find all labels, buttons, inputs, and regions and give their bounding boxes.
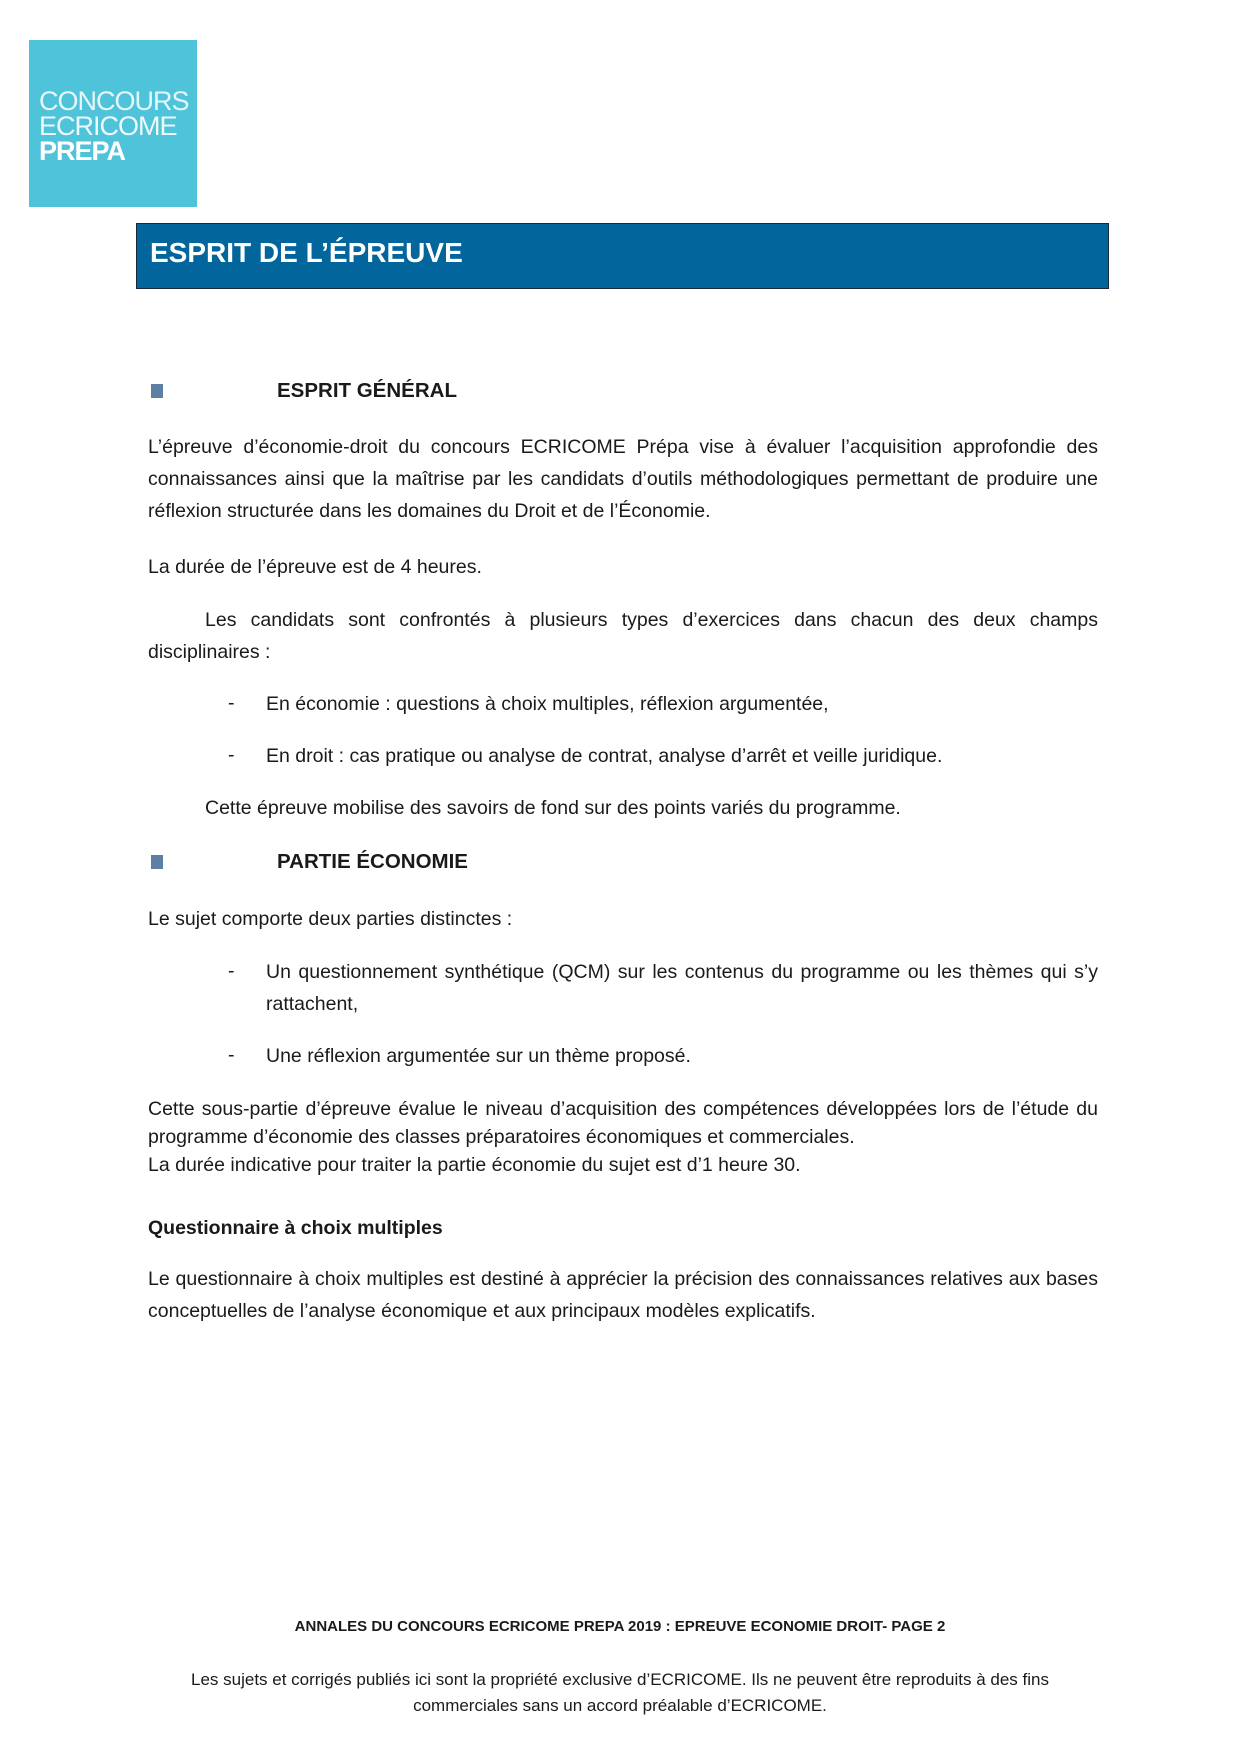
qcm-heading: Questionnaire à choix multiples bbox=[148, 1217, 443, 1239]
ecricome-logo bbox=[29, 40, 197, 207]
square-bullet-icon bbox=[151, 384, 163, 398]
list-dash: - bbox=[228, 960, 235, 982]
list-item: Un questionnement synthétique (QCM) sur les contenus du programme ou les thèmes qui s’y rattachent, bbox=[266, 961, 1098, 1015]
section-heading-esprit-general: ESPRIT GÉNÉRAL bbox=[277, 379, 457, 402]
paragraph-qcm: Le questionnaire à choix multiples est destiné à apprécier la précision des connaissances relatives aux bases conceptuelles de l’analyse économique et aux principaux modèles explicatifs. bbox=[148, 1268, 1098, 1322]
page-title: ESPRIT DE L’ÉPREUVE bbox=[150, 237, 463, 268]
paragraph-mobilise: Cette épreuve mobilise des savoirs de fond sur des points variés du programme. bbox=[205, 797, 901, 819]
footer-copyright-note: Les sujets et corrigés publiés ici sont la propriété exclusive d’ECRICOME. Ils ne peuvent être reproduits à des fins commerciales sans un accord préalable d’ECRICOME. bbox=[191, 1670, 1049, 1715]
list-item: Une réflexion argumentée sur un thème proposé. bbox=[266, 1045, 691, 1067]
paragraph-subject-parts: Le sujet comporte deux parties distinctes : bbox=[148, 908, 513, 930]
logo-line-concours: CONCOURS bbox=[39, 86, 189, 116]
list-dash: - bbox=[228, 1044, 235, 1066]
paragraph-exercise-types: Les candidats sont confrontés à plusieurs types d’exercices dans chacun des deux champs disciplinaires : bbox=[148, 609, 1098, 663]
section-heading-partie-economie: PARTIE ÉCONOMIE bbox=[277, 850, 468, 873]
list-item: En droit : cas pratique ou analyse de contrat, analyse d’arrêt et veille juridique. bbox=[266, 745, 943, 767]
paragraph-duration: La durée de l’épreuve est de 4 heures. bbox=[148, 556, 482, 578]
list-item: En économie : questions à choix multiples, réflexion argumentée, bbox=[266, 693, 829, 715]
list-dash: - bbox=[228, 744, 235, 766]
paragraph-intro: L’épreuve d’économie-droit du concours ECRICOME Prépa vise à évaluer l’acquisition approfondie des connaissances ainsi que la maîtrise par les candidats d’outils méthodologiques permettant de produire une réflexion structurée dans les domaines du Droit et de l’Économie. bbox=[148, 436, 1098, 522]
logo-line-prepa: PREPA bbox=[39, 136, 126, 166]
list-dash: - bbox=[228, 692, 235, 714]
square-bullet-icon bbox=[151, 855, 163, 869]
paragraph-competences: Cette sous-partie d’épreuve évalue le niveau d’acquisition des compétences développées lors de l’étude du programme d’économie des classes préparatoires économiques et commerciales. bbox=[148, 1098, 1098, 1148]
logo-line-ecricome: ECRICOME bbox=[39, 111, 177, 141]
paragraph-economie-duration: La durée indicative pour traiter la partie économie du sujet est d’1 heure 30. bbox=[148, 1154, 801, 1176]
section-banner bbox=[136, 223, 1109, 289]
footer-title: ANNALES DU CONCOURS ECRICOME PREPA 2019 : EPREUVE ECONOMIE DROIT- PAGE 2 bbox=[294, 1618, 946, 1635]
